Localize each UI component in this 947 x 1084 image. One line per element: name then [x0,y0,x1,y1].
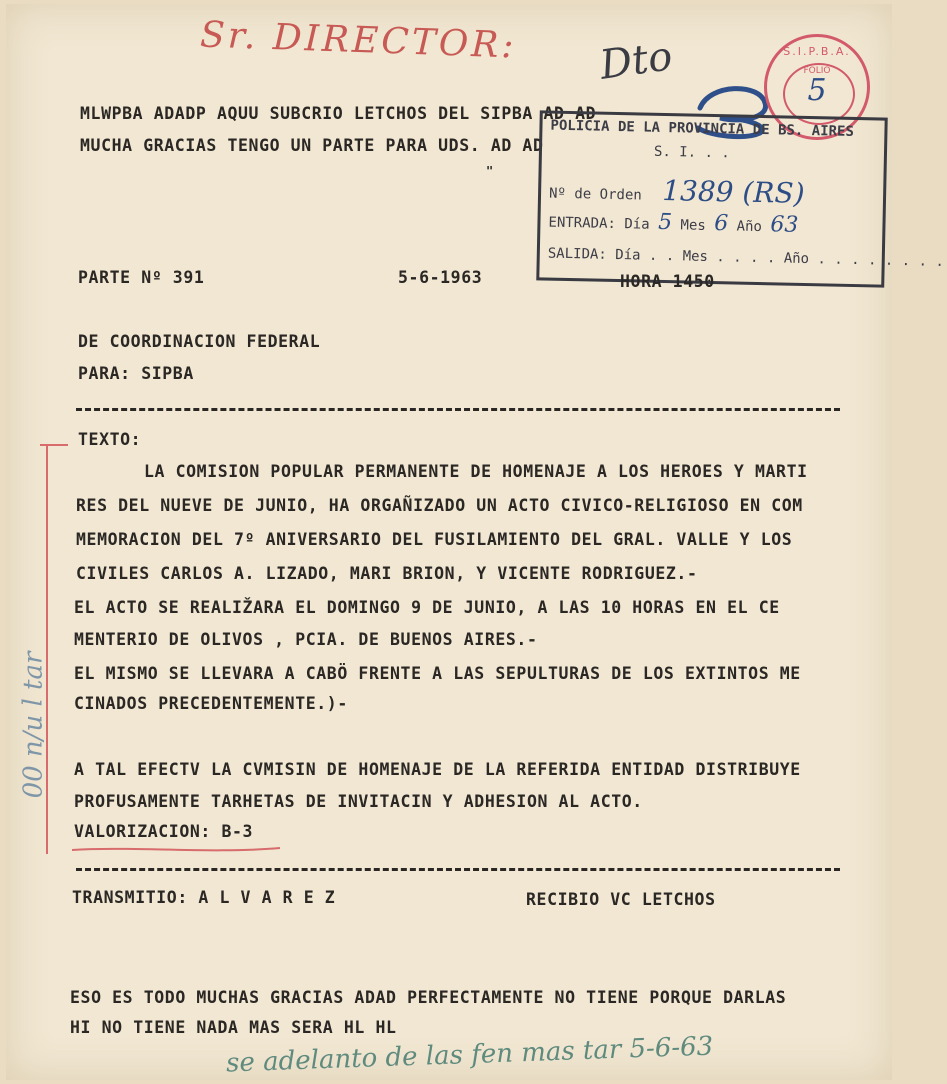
texto-line-6: MENTERIO DE OLIVOS , PCIA. DE BUENOS AIRES.- [74,630,538,649]
texto-line-5: EL ACTO SE REALIŽARA EL DOMINGO 9 DE JUNIO, A LAS 10 HORAS EN EL CE [74,598,780,617]
entrada-label: ENTRADA: Día [548,214,650,233]
stamp-salida: SALIDA: Día . . Mes . . . . Año . . . . . . . . [547,245,945,270]
stamp-entrada [548,208,798,238]
texto-label: TEXTO: [78,430,142,449]
texto2-line-1: A TAL EFECTV LA CVMISIN DE HOMENAJE DE LA REFERIDA ENTIDAD DISTRIBUYE [74,760,801,779]
bottom-handwritten-note: se adelanto de las fen mas tar 5-6-63 [225,1031,714,1079]
routing-de: DE COORDINACION FEDERAL [78,332,321,351]
header-marks: " [486,164,494,178]
header-line-2: MUCHA GRACIAS TENGO UN PARTE PARA UDS. AD AD [80,136,544,155]
recibio: RECIBIO VC LETCHOS [526,890,716,909]
texto-line-1: LA COMISION POPULAR PERMANENTE DE HOMENAJE A LOS HEROES Y MARTI [144,462,808,481]
entrada-mes: 6 [713,211,729,237]
stamp-sub: S. I. . . [653,143,730,162]
texto-line-2: RES DEL NUEVE DE JUNIO, HA ORGAÑIZADO UN ACTO CIVICO-RELIGIOSO EN COM [76,496,803,515]
divider-bottom [76,868,840,871]
side-pencil-annotation: 00 n/u l tar [18,651,49,799]
orden-label: Nº de Orden [548,185,642,204]
texto-line-7: EL MISMO SE LLEVARA A CABÖ FRENTE A LAS SEPULTURAS DE LOS EXTINTOS ME [74,664,801,683]
texto-line-4: CIVILES CARLOS A. LIZADO, MARI BRION, Y VICENTE RODRIGUEZ.- [76,564,698,583]
ink-handwritten-dto: Dto [597,33,676,89]
red-handwritten-addressee: Sr. DIRECTOR: [199,14,518,67]
parte-fecha: 5-6-1963 [398,268,483,287]
closing-line-2: HI NO TIENE NADA MAS SERA HL HL [70,1018,397,1037]
valorizacion: VALORIZACION: B-3 [74,822,254,841]
red-margin-tick [40,444,68,446]
entrada-dia: 5 [657,209,673,236]
parte-hora: HORA 1450 [620,272,715,291]
closing-line-1: ESO ES TODO MUCHAS GRACIAS ADAD PERFECTAMENTE NO TIENE PORQUE DARLAS [70,988,787,1007]
entrada-ano: 63 [770,212,799,238]
texto2-line-2: PROFUSAMENTE TARHETAS DE INVITACIN Y ADHESION AL ACTO. [74,792,643,811]
folio-number: 5 [807,73,827,108]
stamp-orden [549,172,805,210]
reception-stamp [536,110,945,287]
routing-para: PARA: SIPBA [78,364,194,383]
entrada-ano-label: Año [736,218,763,236]
parte-numero: PARTE Nº 391 [78,268,205,287]
texto-line-8: CINADOS PRECEDENTEMENTE.)- [74,694,348,713]
orden-value: 1389 (RS) [661,173,805,210]
red-underline-mark [70,842,290,856]
entrada-mes-label: Mes [680,217,706,234]
folio-label: FOLIO [803,66,831,76]
header-line-1: MLWPBA ADADP AQUU SUBCRIO LETCHOS DEL SIPBA AD AD [80,104,597,123]
divider-top [76,408,840,411]
texto-line-3: MEMORACION DEL 7º ANIVERSARIO DEL FUSILAMIENTO DEL GRAL. VALLE Y LOS [76,530,793,549]
folio-ring-text: S.I.P.B.A. [783,45,851,58]
transmitio: TRANSMITIO: A L V A R E Z [72,888,336,907]
stamp-title: POLICIA DE LA PROVINCIA DE BS. AIRES [550,117,855,140]
